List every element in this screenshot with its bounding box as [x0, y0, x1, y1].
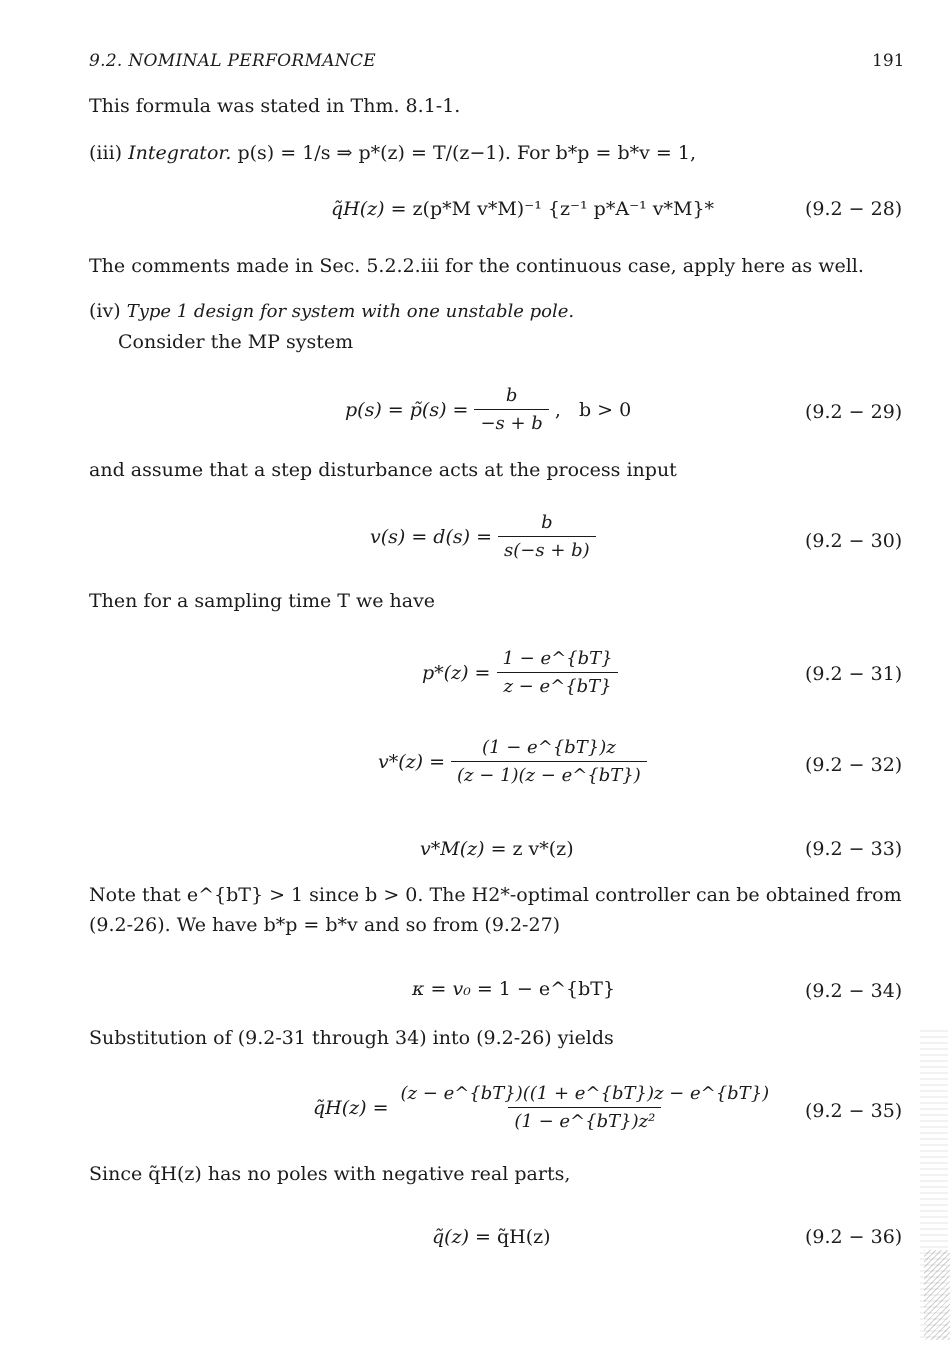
eq29-condition: , b > 0 [554, 398, 632, 421]
eq30-numerator: b [541, 512, 553, 533]
eq32-denominator: (z − 1)(z − e^{bT}) [451, 761, 647, 786]
paragraph-step-disturbance: and assume that a step disturbance acts at the process input [89, 459, 677, 481]
eq31-numerator: 1 − e^{bT} [502, 648, 613, 669]
eq31-lhs: p*(z) = [422, 661, 491, 684]
equation-9-2-33 [420, 838, 580, 860]
paragraph-comments: The comments made in Sec. 5.2.2.iii for the continuous case, apply here as well. [89, 255, 864, 277]
eq35-lhs: q̃H(z) = [313, 1096, 389, 1119]
eq31-denominator: z − e^{bT} [497, 672, 617, 697]
page-number: 191 [872, 51, 905, 71]
scan-corner-artifact [924, 1250, 950, 1340]
equation-number-35: (9.2 − 35) [805, 1100, 903, 1122]
paragraph-substitution: Substitution of (9.2-31 through 34) into (9.2-26) yields [89, 1027, 614, 1049]
equation-number-32: (9.2 − 32) [805, 754, 903, 776]
eq33-rhs: z v*(z) [512, 838, 574, 860]
item-iii-formula: p(s) = 1/s ⇒ p*(z) = T/(z−1). For b*p = b*v = 1, [237, 142, 696, 164]
equation-number-30: (9.2 − 30) [805, 530, 903, 552]
eq32-fraction [451, 737, 647, 786]
eq30-denominator: s(−s + b) [498, 536, 596, 561]
eq30-fraction [498, 512, 596, 561]
eq35-fraction [395, 1083, 776, 1132]
item-iv-label: (iv) [89, 300, 121, 322]
eq28-rhs: z(p*M v*M)⁻¹ {z⁻¹ p*A⁻¹ v*M}* [412, 198, 715, 220]
equation-number-33: (9.2 − 33) [805, 838, 903, 860]
eq31-fraction [496, 648, 618, 697]
equation-number-34: (9.2 − 34) [805, 980, 903, 1002]
item-iv [89, 300, 574, 322]
eq32-numerator: (1 − e^{bT})z [482, 737, 616, 758]
eq29-lhs: p(s) = p̃(s) = [345, 398, 469, 421]
eq29-denominator: −s + b [474, 409, 548, 434]
equation-9-2-34 [412, 978, 621, 1000]
equation-9-2-31 [422, 648, 625, 697]
item-iv-title: Type 1 design for system with one unstable pole. [126, 301, 575, 322]
eq36-rhs: q̃H(z) [496, 1226, 551, 1248]
equation-9-2-35 [313, 1083, 781, 1132]
paragraph-note-line1: Note that e^{bT} > 1 since b > 0. The H2*-optimal controller can be obtained from [89, 884, 902, 906]
equation-number-31: (9.2 − 31) [805, 663, 903, 685]
equation-9-2-36 [432, 1226, 557, 1248]
item-iii [89, 142, 696, 164]
eq35-denominator: (1 − e^{bT})z² [508, 1107, 661, 1132]
equation-9-2-29 [345, 385, 631, 434]
eq35-numerator: (z − e^{bT})((1 + e^{bT})z − e^{bT}) [400, 1083, 770, 1104]
paragraph-thm-reference: This formula was stated in Thm. 8.1-1. [89, 95, 461, 117]
equation-9-2-32 [378, 737, 653, 786]
eq30-lhs: v(s) = d(s) = [370, 525, 493, 548]
paragraph-sampling-time: Then for a sampling time T we have [89, 590, 436, 612]
eq34-rhs: 1 − e^{bT} [498, 978, 616, 1000]
paragraph-consider-system: Consider the MP system [118, 331, 354, 353]
eq36-lhs: q̃(z) = [432, 1226, 491, 1248]
equation-number-36: (9.2 − 36) [805, 1226, 903, 1248]
eq34-lhs: κ = v₀ = [412, 978, 493, 1000]
eq33-lhs: v*M(z) = [420, 838, 507, 860]
eq28-lhs: q̃H(z) = [331, 198, 407, 220]
item-iii-title: Integrator. [128, 142, 232, 164]
paragraph-note-line2: (9.2-26). We have b*p = b*v and so from (9.2-27) [89, 914, 561, 936]
eq29-numerator: b [505, 385, 518, 406]
item-iii-label: (iii) [89, 142, 123, 164]
running-title: 9.2. NOMINAL PERFORMANCE [89, 51, 376, 71]
equation-9-2-28 [331, 198, 720, 220]
paragraph-no-poles: Since q̃H(z) has no poles with negative real parts, [89, 1163, 571, 1185]
equation-9-2-30 [370, 512, 602, 561]
equation-number-28: (9.2 − 28) [805, 198, 903, 220]
eq29-fraction [474, 385, 548, 434]
eq32-lhs: v*(z) = [378, 750, 446, 773]
equation-number-29: (9.2 − 29) [805, 401, 903, 423]
